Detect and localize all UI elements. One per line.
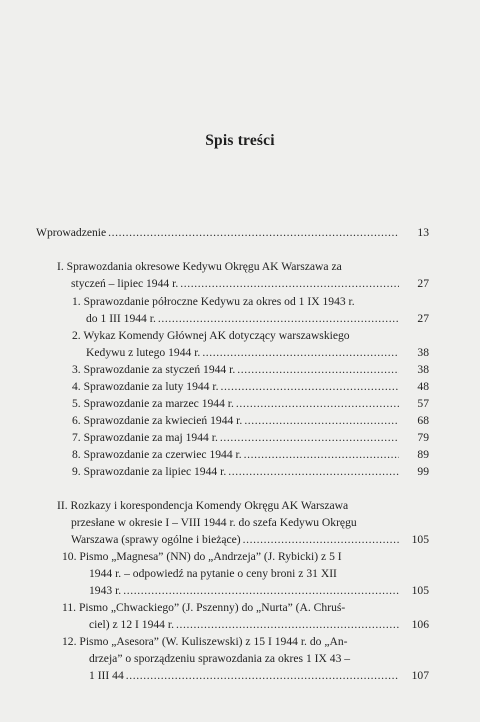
dot-leader [123,582,399,599]
toc-entry [36,224,429,241]
page-number: 68 [417,414,429,427]
toc-entry [72,395,429,412]
toc-entry-last-line [72,463,429,480]
toc-entry-text: 1 III 44 [89,669,124,682]
toc-entry-line: przesłane w okresie I – VIII 1944 r. do szefa Kedywu Okręgu [71,516,357,529]
dot-leader [126,667,399,684]
toc-entry-line: 10. Pismo „Magnesa” (NN) do „Andrzeja” (J. Rybicki) z 5 I [62,550,342,563]
toc-entry [72,327,429,361]
toc-entry-text: Warszawa (sprawy ogólne i bieżące) [71,533,241,546]
toc-entry-last-line [86,310,429,327]
page-number: 57 [417,397,429,410]
toc-entry-last-line [86,344,429,361]
page-number: 89 [417,448,429,461]
page-number: 79 [417,431,429,444]
dot-leader [108,224,399,241]
page-number: 105 [411,584,429,597]
page-number: 38 [417,363,429,376]
toc-entry-text: Wprowadzenie [36,226,107,239]
toc-entry-last-line [89,616,429,633]
toc-entry [62,633,429,684]
toc-entry-line: II. Rozkazy i korespondencja Komendy Okręgu AK Warszawa [57,499,349,512]
page-number: 13 [417,226,429,239]
toc-entry-line: 12. Pismo „Asesora” (W. Kuliszewski) z 15 I 1944 r. do „An- [62,635,348,648]
dot-leader [158,310,399,327]
dot-leader [221,378,400,395]
toc-entry-line: drzeja” o sporządzeniu sprawozdania za okres 1 IX 43 – [89,652,351,665]
toc-entry-last-line [72,446,429,463]
dot-leader [180,275,399,292]
page-number: 99 [417,465,429,478]
dot-leader [244,446,399,463]
toc-entry [72,361,429,378]
toc-entry [57,497,429,548]
toc-entry [62,599,429,633]
toc-entry-text: ciel) z 12 I 1944 r. [89,618,174,631]
toc-entry-text: do 1 III 1944 r. [86,312,156,325]
toc-entry-text: 6. Sprawozdanie za kwiecień 1944 r. [72,414,243,427]
toc-entry-last-line [36,224,429,241]
toc-entry-line: 1944 r. – odpowiedź na pytanie o ceny broni z 31 XII [89,567,337,580]
toc-entry-last-line [72,395,429,412]
toc-entry [72,463,429,480]
page-number: 106 [411,618,429,631]
toc-entry-last-line [72,378,429,395]
page-number: 48 [417,380,429,393]
page-number: 38 [417,346,429,359]
toc-entry-line: I. Sprawozdania okresowe Kedywu Okręgu AK Warszawa za [57,260,342,273]
dot-leader [244,412,399,429]
toc-entry [62,548,429,599]
dot-leader [237,361,399,378]
page-title: Spis treści [205,132,275,149]
page-number: 105 [411,533,429,546]
toc-entry [72,446,429,463]
dot-leader [236,395,399,412]
dot-leader [220,429,399,446]
page-number: 107 [411,669,429,682]
toc-entry-last-line [71,531,429,548]
toc-entry [72,293,429,327]
toc-entry-last-line [89,667,429,684]
toc-entry-line: 11. Pismo „Chwackiego” (J. Pszenny) do „Nurta” (A. Chruś- [62,601,346,614]
toc-entry-text: styczeń – lipiec 1944 r. [71,277,179,290]
page-number: 27 [417,312,429,325]
toc-entry [72,412,429,429]
toc-entry-text: 1943 r. [89,584,122,597]
toc-entry-text: 7. Sprawozdanie za maj 1944 r. [72,431,218,444]
toc-entry-text: Kedywu z lutego 1944 r. [86,346,201,359]
toc-entry [72,429,429,446]
dot-leader [176,616,399,633]
toc-entry-last-line [71,275,429,292]
page-number: 27 [417,277,429,290]
toc-entry-line: 2. Wykaz Komendy Głównej AK dotyczący warszawskiego [72,329,350,342]
toc-entry-last-line [89,582,429,599]
dot-leader [228,463,399,480]
toc-entry-line: 1. Sprawozdanie półroczne Kedywu za okres od 1 IX 1943 r. [72,295,355,308]
toc-entry-last-line [72,361,429,378]
toc-entry-text: 9. Sprawozdanie za lipiec 1944 r. [72,465,227,478]
toc-entry-last-line [72,412,429,429]
toc-entry [72,378,429,395]
toc-entry-text: 4. Sprawozdanie za luty 1944 r. [72,380,219,393]
dot-leader [202,344,399,361]
toc-entry-text: 5. Sprawozdanie za marzec 1944 r. [72,397,234,410]
toc-entry-last-line [72,429,429,446]
toc-entry-text: 3. Sprawozdanie za styczeń 1944 r. [72,363,236,376]
toc-entry [57,258,429,292]
toc-entry-text: 8. Sprawozdanie za czerwiec 1944 r. [72,448,242,461]
dot-leader [243,531,399,548]
